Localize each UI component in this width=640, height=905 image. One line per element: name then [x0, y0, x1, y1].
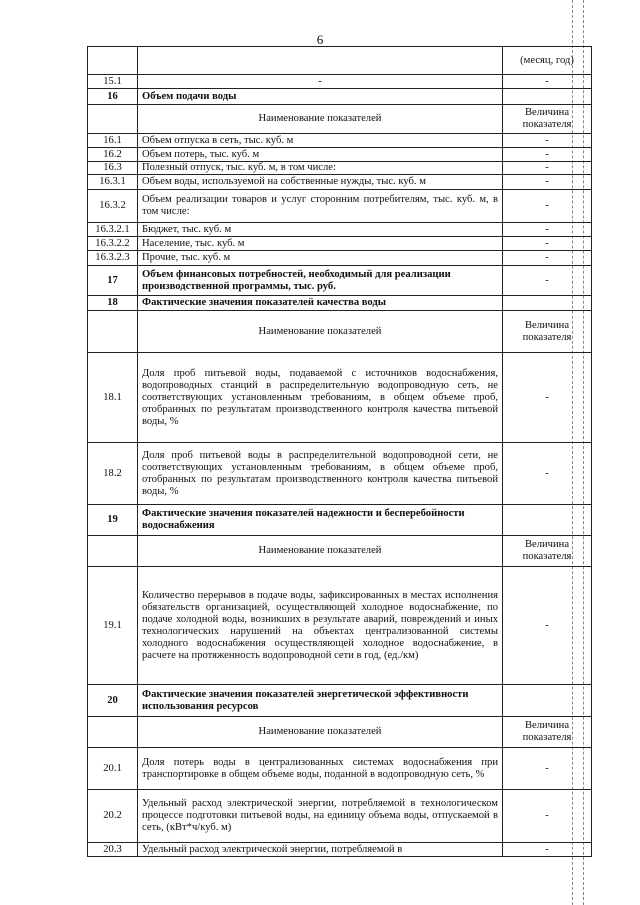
row-name: Удельный расход электрической энергии, потребляемой в технологическом процессе подготовки питьевой воды, на единицу объема воды, отпускаемой в сеть, (кВт*ч/куб. м) [138, 790, 503, 843]
row-value: - [503, 175, 592, 190]
row-name: Прочие, тыс. куб. м [138, 251, 503, 266]
row-value: - [503, 567, 592, 685]
row-number [88, 47, 138, 75]
table-row [88, 790, 592, 843]
table-row [88, 311, 592, 353]
section-title: Фактические значения показателей энергетической эффективности использования ресурсов [138, 685, 503, 717]
page-number: 6 [316, 32, 324, 47]
table-row [88, 190, 592, 223]
table-row [88, 75, 592, 89]
column-header-name: Наименование показателей [138, 311, 503, 353]
table-row [88, 237, 592, 251]
table-row [88, 536, 592, 567]
row-value: - [503, 148, 592, 162]
table-row [88, 567, 592, 685]
row-number: 16.1 [88, 134, 138, 148]
table-row [88, 134, 592, 148]
row-value: - [503, 266, 592, 296]
section-title: Фактические значения показателей надежности и бесперебойности водоснабжения [138, 505, 503, 536]
row-number: 16.2 [88, 148, 138, 162]
column-header-value: Величина показателя [503, 717, 592, 748]
section-title: Объем подачи воды [138, 89, 503, 105]
row-name: Доля потерь воды в централизованных системах водоснабжения при транспортировке в общем объеме воды, поданной в водопроводную сеть, % [138, 748, 503, 790]
row-value: - [503, 790, 592, 843]
row-name: Объем воды, используемой на собственные нужды, тыс. куб. м [138, 175, 503, 190]
row-number [88, 105, 138, 134]
row-value: - [503, 251, 592, 266]
row-value [503, 685, 592, 717]
indicators-table [87, 46, 592, 857]
table-row [88, 443, 592, 505]
section-number: 20 [88, 685, 138, 717]
table-row [88, 251, 592, 266]
table-row [88, 296, 592, 311]
table-row [88, 266, 592, 296]
table-row [88, 175, 592, 190]
column-header-name: Наименование показателей [138, 717, 503, 748]
row-name: Доля проб питьевой воды, подаваемой с источников водоснабжения, водопроводных станций в распределительную водопроводную сеть, не соответствующих установленным требованиям, в общем объеме проб, отобранных по результатам производственного контроля качества питьевой воды, % [138, 353, 503, 443]
row-name: Бюджет, тыс. куб. м [138, 223, 503, 237]
row-value [503, 505, 592, 536]
table-row [88, 105, 592, 134]
row-number: 20.3 [88, 843, 138, 857]
table-row [88, 89, 592, 105]
table-row [88, 843, 592, 857]
row-value: - [503, 190, 592, 223]
row-number [88, 536, 138, 567]
row-number [88, 311, 138, 353]
row-name: Доля проб питьевой воды в распределительной водопроводной сети, не соответствующих установленным требованиям, в общем объеме проб, отобранных по результатам производственного контроля качества питьевой воды, % [138, 443, 503, 505]
row-number [88, 717, 138, 748]
row-value: - [503, 162, 592, 175]
row-number: 20.1 [88, 748, 138, 790]
section-title: Объем финансовых потребностей, необходимый для реализации производственной программы, тыс. руб. [138, 266, 503, 296]
section-number: 19 [88, 505, 138, 536]
row-number: 16.3.2.3 [88, 251, 138, 266]
table-row [88, 47, 592, 75]
row-value: - [503, 75, 592, 89]
section-title: Фактические значения показателей качества воды [138, 296, 503, 311]
row-value [503, 296, 592, 311]
row-name: Объем отпуска в сеть, тыс. куб. м [138, 134, 503, 148]
table-row [88, 223, 592, 237]
column-header-value: Величина показателя [503, 105, 592, 134]
row-number: 16.3 [88, 162, 138, 175]
table-row [88, 353, 592, 443]
row-name: Объем реализации товаров и услуг сторонним потребителям, тыс. куб. м, в том числе: [138, 190, 503, 223]
table-row [88, 748, 592, 790]
row-value: (месяц, год) [503, 47, 592, 75]
row-name: Население, тыс. куб. м [138, 237, 503, 251]
row-value: - [503, 223, 592, 237]
row-number: 18.2 [88, 443, 138, 505]
table-row [88, 717, 592, 748]
column-header-value: Величина показателя [503, 536, 592, 567]
table-row [88, 505, 592, 536]
row-value: - [503, 237, 592, 251]
row-number: 18.1 [88, 353, 138, 443]
row-number: 16.3.2.1 [88, 223, 138, 237]
column-header-value: Величина показателя [503, 311, 592, 353]
row-value: - [503, 843, 592, 857]
row-number: 20.2 [88, 790, 138, 843]
column-header-name: Наименование показателей [138, 105, 503, 134]
row-value: - [503, 353, 592, 443]
section-number: 16 [88, 89, 138, 105]
row-value: - [503, 443, 592, 505]
table-row [88, 162, 592, 175]
row-value [503, 89, 592, 105]
row-name: Объем потерь, тыс. куб. м [138, 148, 503, 162]
table-row [88, 148, 592, 162]
row-name [138, 47, 503, 75]
row-name: Количество перерывов в подаче воды, зафиксированных в местах исполнения обязательств организацией, осуществляющей холодное водоснабжение, по подаче холодной воды, возникших в результате аварий, повреждений и иных технологических нарушений на объектах централизованной системы холодного водоснабжения осуществляющей холодное водоснабжение, в расчете на протяженность водопроводной сети в год, (ед./км) [138, 567, 503, 685]
section-number: 17 [88, 266, 138, 296]
table-row [88, 685, 592, 717]
row-value: - [503, 748, 592, 790]
row-number: 19.1 [88, 567, 138, 685]
row-value: - [503, 134, 592, 148]
row-name: - [138, 75, 503, 89]
row-number: 15.1 [88, 75, 138, 89]
row-name: Удельный расход электрической энергии, потребляемой в [138, 843, 503, 857]
section-number: 18 [88, 296, 138, 311]
row-number: 16.3.2.2 [88, 237, 138, 251]
row-name: Полезный отпуск, тыс. куб. м, в том числе: [138, 162, 503, 175]
column-header-name: Наименование показателей [138, 536, 503, 567]
row-number: 16.3.2 [88, 190, 138, 223]
row-number: 16.3.1 [88, 175, 138, 190]
